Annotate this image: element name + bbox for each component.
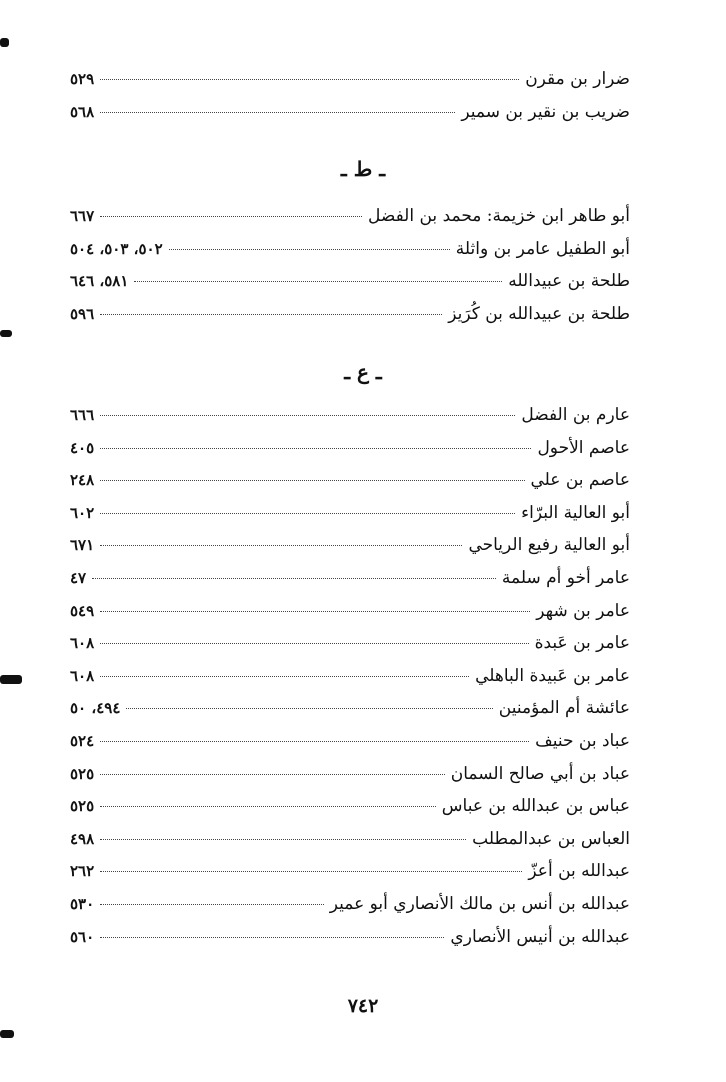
entry-name: أبو الطفيل عامر بن واثلة (455, 238, 630, 259)
leader-dots (134, 281, 502, 282)
entry-name: عائشة أم المؤمنين (498, 698, 630, 719)
leader-dots (100, 839, 466, 840)
index-entry (70, 921, 630, 954)
entry-pages: ٤٩٤، ٥٠ (70, 699, 121, 718)
leader-dots (100, 480, 524, 481)
index-entry (70, 529, 630, 562)
entry-name: العباس بن عبدالمطلب (472, 828, 630, 849)
index-entry (70, 399, 630, 432)
leader-dots (100, 448, 531, 449)
entry-name: أبو العالية رفيع الرياحي (468, 535, 630, 556)
entry-name: عامر أخو أم سلمة (501, 567, 630, 588)
index-entry (70, 692, 630, 725)
index-entry (70, 265, 630, 298)
index-entry (70, 96, 630, 129)
leader-dots (100, 611, 530, 612)
index-entry (70, 888, 630, 921)
entry-name: عبدالله بن أعزّ (528, 861, 630, 882)
index-entry (70, 63, 630, 96)
entry-name: عاصم الأحول (537, 437, 630, 458)
scan-mark-upper (0, 330, 12, 337)
entry-pages: ٤٠٥ (70, 438, 95, 457)
entry-pages: ٥٢٥ (70, 797, 95, 816)
scan-mark-bottom (0, 1030, 14, 1038)
entry-name: عامر بن عَبيدة الباهلي (475, 665, 630, 686)
entry-name: عارم بن الفضل (521, 405, 630, 425)
entry-pages: ٦٦٧ (70, 207, 95, 225)
entry-name: عباد بن أبي صالح السمان (450, 763, 630, 784)
entry-name: عامر بن عَبدة (534, 633, 630, 654)
entry-pages: ٥٢٤ (70, 731, 95, 750)
leader-dots (100, 741, 529, 742)
entry-name: عاصم بن علي (530, 470, 630, 491)
section-heading-ain: ـ ع ـ (344, 360, 382, 384)
section-heading-ta: ـ ط ـ (340, 157, 386, 181)
leader-dots (92, 578, 496, 579)
entry-pages: ٤٧ (70, 568, 87, 587)
leader-dots (100, 216, 362, 217)
index-entry (70, 298, 630, 331)
entry-pages: ٢٦٢ (70, 862, 95, 881)
index-entry (70, 823, 630, 856)
leader-dots (100, 415, 515, 416)
entry-group-dad (70, 63, 630, 128)
leader-dots (100, 314, 442, 315)
leader-dots (100, 871, 522, 872)
entry-group-ta (70, 200, 630, 330)
index-entry (70, 660, 630, 693)
entry-pages: ٥٩٦ (70, 304, 95, 323)
entry-pages: ٥٠٢، ٥٠٣، ٥٠٤ (70, 239, 163, 258)
entry-pages: ٦٦٦ (70, 406, 95, 424)
entry-pages: ٥٦٨ (70, 102, 95, 121)
index-entry (70, 200, 630, 233)
leader-dots (100, 904, 324, 905)
entry-name: عباس بن عبدالله بن عباس (441, 796, 630, 817)
entry-name: أبو العالية البرّاء (521, 502, 630, 523)
index-entry (70, 562, 630, 595)
leader-dots (169, 249, 450, 250)
index-entry (70, 855, 630, 888)
index-entry (70, 497, 630, 530)
index-entry (70, 464, 630, 497)
entry-pages: ٥٣٠ (70, 894, 95, 913)
entry-pages: ٦٧١ (70, 536, 95, 555)
index-entry (70, 595, 630, 628)
index-entry (70, 725, 630, 758)
entry-name: طلحة بن عبيدالله (508, 271, 630, 292)
index-entry (70, 627, 630, 660)
entry-name: عباد بن حنيف (535, 730, 630, 751)
scan-mark-middle (0, 675, 22, 684)
leader-dots (100, 545, 462, 546)
entry-pages: ٢٤٨ (70, 471, 95, 490)
entry-pages: ٦٠٨ (70, 666, 95, 685)
entry-name: أبو طاهر ابن خزيمة: محمد بن الفضل (367, 206, 630, 226)
scan-mark-top (0, 38, 9, 47)
leader-dots (100, 937, 444, 938)
entry-pages: ٥٢٩ (70, 70, 95, 88)
leader-dots (100, 513, 515, 514)
index-entry (70, 233, 630, 266)
entry-name: عبدالله بن أنيس الأنصاري (450, 926, 630, 947)
leader-dots (100, 643, 528, 644)
entry-name: عبدالله بن أنس بن مالك الأنصاري أبو عمير (329, 893, 630, 914)
index-entry (70, 758, 630, 791)
entry-name: ضريب بن نقير بن سمير (461, 101, 630, 122)
entry-pages: ٥٤٩ (70, 601, 95, 620)
leader-dots (100, 806, 436, 807)
leader-dots (100, 774, 445, 775)
entry-pages: ٥٨١، ٦٤٦ (70, 272, 129, 291)
entry-name: ضرار بن مقرن (525, 69, 630, 89)
leader-dots (100, 112, 455, 113)
entry-pages: ٤٩٨ (70, 829, 95, 848)
entry-pages: ٥٢٥ (70, 764, 95, 783)
entry-pages: ٦٠٨ (70, 634, 95, 653)
leader-dots (100, 676, 469, 677)
entry-name: عامر بن شهر (536, 600, 630, 621)
entry-name: طلحة بن عبيدالله بن كُرَيز (448, 303, 630, 324)
entry-group-ain (70, 399, 630, 953)
entry-pages: ٦٠٢ (70, 503, 95, 522)
leader-dots (126, 708, 492, 709)
index-entry (70, 790, 630, 823)
page-number: ٧٤٢ (347, 995, 379, 1017)
entry-pages: ٥٦٠ (70, 927, 95, 946)
leader-dots (100, 79, 519, 80)
index-entry (70, 432, 630, 465)
